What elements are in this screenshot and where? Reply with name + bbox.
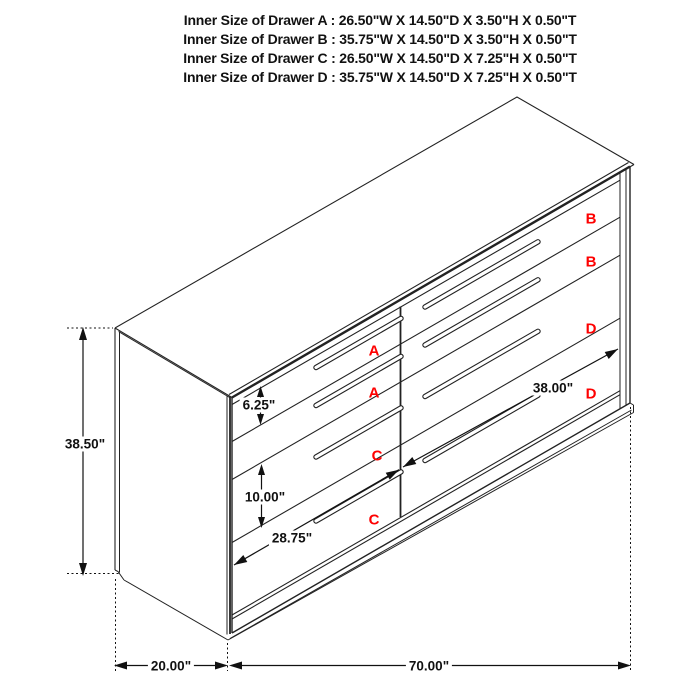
inner-size-header [160, 11, 600, 87]
overall-height-label: 38.50" [62, 437, 108, 452]
small-drawer-height-label: 6.25" [240, 398, 279, 413]
drawer-letter-a1: A [368, 342, 380, 360]
inner-size-line-a: Inner Size of Drawer A : 26.50"W X 14.50"D X 3.50"H X 0.50"T [183, 12, 577, 28]
drawer-letter-a2: A [368, 384, 380, 402]
inner-size-line-d: Inner Size of Drawer D : 35.75"W X 14.50"D X 7.25"H X 0.50"T [183, 69, 577, 85]
overall-width-label: 70.00" [406, 659, 452, 674]
left-drawer-width-label: 28.75" [269, 531, 315, 546]
drawer-letter-d2: D [585, 385, 597, 403]
right-drawer-width-label: 38.00" [530, 381, 576, 396]
drawer-letter-d1: D [585, 320, 597, 338]
dimension-overall-height [67, 327, 121, 576]
overall-depth-label: 20.00" [148, 659, 194, 674]
drawer-letter-c1: C [371, 447, 383, 465]
drawer-letter-b1: B [585, 210, 597, 228]
drawer-letter-b2: B [585, 253, 597, 271]
drawer-letter-c2: C [368, 511, 380, 529]
inner-size-line-c: Inner Size of Drawer C : 26.50"W X 14.50"D X 7.25"H X 0.50"T [183, 50, 577, 66]
large-drawer-height-label: 10.00" [242, 490, 288, 505]
inner-size-line-b: Inner Size of Drawer B : 35.75"W X 14.50"D X 3.50"H X 0.50"T [183, 31, 577, 47]
